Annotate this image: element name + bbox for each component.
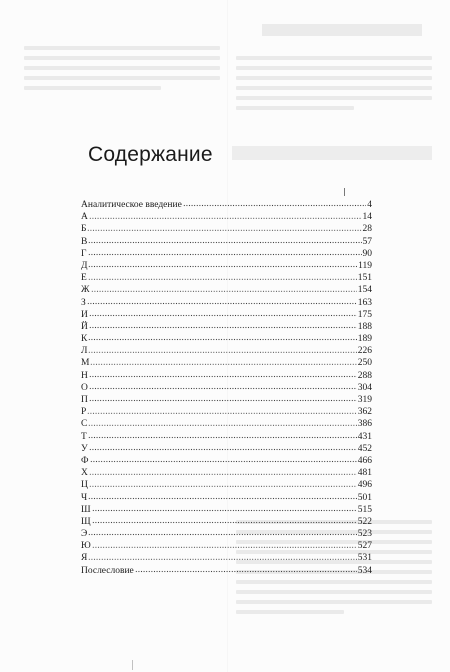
toc-entry-page: 431: [357, 431, 372, 442]
toc-entry-label: В: [81, 236, 88, 247]
toc-entry-label: Э: [81, 529, 88, 540]
toc-entry-label: Г: [81, 248, 87, 259]
toc-entry-label: М: [81, 358, 90, 369]
toc-entry: [81, 406, 372, 418]
toc-entry-page: 522: [357, 516, 372, 527]
dot-leader: [92, 540, 357, 548]
toc-entry-page: 288: [357, 370, 372, 381]
toc-entry-label: Р: [81, 407, 87, 418]
toc-entry-label: Х: [81, 468, 88, 479]
toc-entry: [81, 248, 372, 260]
toc-entry-label: Е: [81, 273, 87, 284]
dot-leader: [87, 297, 357, 305]
toc-entry: [81, 540, 372, 552]
dot-leader: [89, 443, 357, 451]
toc-entry: [81, 516, 372, 528]
toc-entry: [81, 260, 372, 272]
dot-leader: [89, 309, 357, 317]
toc-entry-label: К: [81, 334, 88, 345]
toc-entry: [81, 504, 372, 516]
toc-entry-page: 534: [357, 565, 372, 576]
dot-leader: [92, 516, 357, 524]
toc-entry-page: 496: [357, 480, 372, 491]
dot-leader: [88, 236, 361, 244]
toc-entry-page: 527: [357, 541, 372, 552]
bleed-through-text-left: [24, 46, 220, 96]
toc-entry-label: Ц: [81, 480, 88, 491]
dot-leader: [90, 357, 356, 365]
dot-leader: [88, 431, 357, 439]
dot-leader: [135, 565, 357, 573]
toc-entry-label: С: [81, 419, 88, 430]
toc-entry-page: 362: [357, 407, 372, 418]
bleed-through-header: [262, 24, 422, 36]
toc-entry-label: Л: [81, 346, 88, 357]
dot-leader: [89, 394, 357, 402]
toc-entry-label: О: [81, 382, 88, 393]
toc-entry-page: 14: [362, 212, 372, 223]
toc-entry-label: И: [81, 309, 88, 320]
toc-entry-label: Н: [81, 370, 88, 381]
toc-entry: [81, 467, 372, 479]
toc-entry-page: 28: [362, 224, 372, 235]
toc-entry-page: 523: [357, 529, 372, 540]
toc-entry-page: 90: [362, 248, 372, 259]
toc-entry-page: 481: [357, 468, 372, 479]
dot-leader: [90, 455, 357, 463]
toc-entry-label: З: [81, 297, 86, 308]
toc-entry-label: Щ: [81, 516, 91, 527]
toc-entry: [81, 492, 372, 504]
toc-entry: [81, 565, 372, 577]
toc-entry-label: Аналитическое введение: [81, 200, 182, 210]
toc-entry-page: 319: [357, 395, 372, 405]
dot-leader: [88, 248, 362, 256]
toc-entry-label: Послесловие: [81, 565, 134, 576]
toc-entry-label: Ш: [81, 504, 91, 515]
dot-leader: [183, 199, 366, 207]
toc-entry-label: Й: [81, 321, 88, 332]
toc-entry: [81, 479, 372, 491]
dot-leader: [92, 504, 357, 512]
toc-entry-label: Ю: [81, 541, 91, 552]
dot-leader: [89, 382, 357, 390]
toc-entry-page: 501: [357, 492, 372, 503]
toc-entry: [81, 333, 372, 345]
toc-entry-page: 189: [357, 334, 372, 345]
bottom-mark: [132, 660, 133, 670]
toc-entry: [81, 552, 372, 564]
toc-entry: [81, 272, 372, 284]
toc-entry: [81, 199, 372, 211]
bleed-through-heading: [232, 146, 432, 160]
toc-entry: [81, 236, 372, 248]
toc-entry: [81, 297, 372, 309]
toc-entry-label: А: [81, 212, 88, 223]
toc-entry: [81, 223, 372, 235]
toc-entry-page: 151: [357, 273, 372, 284]
toc-entry: [81, 357, 372, 369]
toc-entry-label: Я: [81, 553, 88, 564]
dot-leader: [88, 418, 356, 426]
dot-leader: [89, 479, 357, 487]
dot-leader: [87, 223, 361, 231]
toc-entry-page: 466: [357, 455, 372, 466]
toc-entry: [81, 382, 372, 394]
toc-entry-page: 515: [357, 504, 372, 515]
dot-leader: [89, 321, 357, 329]
toc-entry-label: П: [81, 395, 88, 405]
toc-entry-page: 452: [357, 443, 372, 454]
toc-entry-label: У: [81, 443, 88, 454]
dot-leader: [88, 345, 356, 353]
toc-entry: [81, 345, 372, 357]
dot-leader: [91, 284, 357, 292]
toc-entry-page: 163: [357, 297, 372, 308]
toc-entry-page: 175: [357, 309, 372, 320]
toc-entry: [81, 321, 372, 333]
toc-entry-page: 531: [357, 553, 372, 564]
toc-entry-page: 119: [358, 260, 372, 271]
toc-entry-label: Б: [81, 224, 87, 235]
dot-leader: [89, 467, 357, 475]
toc-entry: [81, 309, 372, 321]
toc-entry-label: Т: [81, 431, 87, 442]
toc-entry-label: Ж: [81, 285, 90, 296]
toc-entry-page: 188: [357, 321, 372, 332]
toc-entry: [81, 370, 372, 382]
dot-leader: [89, 370, 357, 378]
toc-entry: [81, 394, 372, 406]
toc-entry-page: 250: [357, 358, 372, 369]
dot-leader: [88, 528, 356, 536]
toc-entry: [81, 418, 372, 430]
toc-entry-page: 57: [362, 236, 372, 247]
dot-leader: [88, 272, 357, 280]
toc-entry-label: Д: [81, 260, 88, 271]
toc-entry-label: Ч: [81, 492, 88, 503]
dot-leader: [88, 260, 357, 268]
toc-entry-page: 154: [357, 285, 372, 296]
bleed-through-text-right: [236, 56, 432, 116]
margin-mark: [344, 188, 345, 196]
toc-entry-page: 4: [367, 200, 372, 210]
toc-entry: [81, 284, 372, 296]
dot-leader: [88, 552, 356, 560]
toc-entry: [81, 431, 372, 443]
toc-entry-label: Ф: [81, 455, 89, 466]
dot-leader: [88, 333, 356, 341]
toc-entry-page: 226: [357, 346, 372, 357]
dot-leader: [87, 406, 356, 414]
dot-leader: [88, 492, 357, 500]
toc-entry-page: 386: [357, 419, 372, 430]
toc-entry: [81, 443, 372, 455]
toc-entry-page: 304: [357, 382, 372, 393]
toc-entry: [81, 528, 372, 540]
dot-leader: [89, 211, 362, 219]
page-title: Содержание: [88, 143, 213, 166]
table-of-contents: [81, 199, 372, 577]
toc-entry: [81, 455, 372, 467]
toc-entry: [81, 211, 372, 223]
